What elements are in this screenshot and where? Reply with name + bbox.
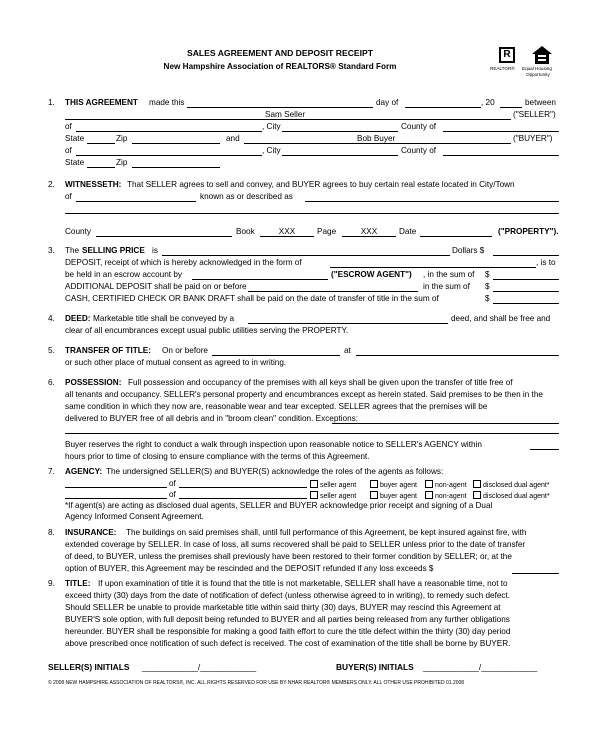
form-subtitle: New Hampshire Association of REALTORS® Standard Form	[163, 62, 397, 71]
property-description-field[interactable]	[305, 201, 559, 202]
s4-text1b: deed, and shall be free and	[451, 314, 551, 323]
seller-county-label: County of	[401, 122, 437, 131]
checkbox-label: seller agent	[320, 482, 357, 489]
form-title: SALES AGREEMENT AND DEPOSIT RECEIPT	[186, 48, 374, 58]
possession-exceptions-field[interactable]	[332, 423, 559, 424]
s3-title: SELLING PRICE	[82, 246, 145, 255]
s3-dollar-sign-1: $	[485, 270, 490, 279]
s7-number: 7.	[48, 467, 55, 476]
agent-1-name-field[interactable]	[65, 487, 167, 488]
s6-line3: same condition in which they now are, reasonable wear and tear excepted. SELLER agrees that the premises will be	[65, 402, 488, 411]
checkbox-label: disclosed dual agent*	[483, 493, 550, 500]
realtor-caption: REALTOR®	[490, 66, 515, 71]
additional-deposit-amount-field[interactable]	[493, 291, 559, 292]
s3-number: 3.	[48, 246, 55, 255]
s9-line5: hereunder. BUYER shall be responsible for making a good faith effort to cure the title defect within the thirty (30) day period	[65, 627, 511, 636]
checkbox-label: seller agent	[320, 493, 357, 500]
property-description-field-2[interactable]	[65, 213, 559, 214]
s4-text1: Marketable title shall be conveyed by a	[93, 314, 235, 323]
s8-line1: The buildings on said premises shall, until full performance of this Agreement, be kept insured against fire, with	[126, 528, 527, 537]
s6-line6: hours prior to time of closing to ensure compliance with the terms of this Agreement.	[65, 452, 370, 461]
agent-1-buyer-agent-checkbox[interactable]	[370, 480, 417, 489]
copyright-notice: © 2008 NEW HAMPSHIRE ASSOCIATION OF REALTORS®, INC. ALL RIGHTS RESERVED FOR USE BY NHAR REALTOR® MEMBERS ONLY. ALL OTHER USE PROHIBITED 01.2008	[48, 680, 465, 686]
walkthrough-hours-field[interactable]	[530, 449, 559, 450]
s2-date-label: Date	[399, 227, 417, 236]
s7-title: AGENCY:	[65, 467, 103, 476]
checkbox-label: disclosed dual agent*	[483, 482, 550, 489]
checkbox-icon	[370, 480, 378, 488]
s9-number: 9.	[48, 579, 55, 588]
buyer-state-field[interactable]	[87, 167, 115, 168]
seller-initials-label: SELLER(S) INITIALS	[48, 662, 130, 672]
agent-2-buyer-agent-checkbox[interactable]	[370, 491, 417, 500]
agent-2-name-field[interactable]	[65, 498, 167, 499]
agent-1-dual-agent-checkbox[interactable]	[473, 480, 550, 489]
s3-dollar-sign-2: $	[485, 282, 490, 291]
s8-line3: of deed, to BUYER, unless the premises shall previously have been restored to their former condition by SELLER; or, at the	[65, 552, 512, 561]
transfer-date-field[interactable]	[212, 355, 340, 356]
s6-number: 6.	[48, 378, 55, 387]
s3-dollars-label: Dollars $	[452, 246, 485, 255]
s2-known-label: known as or described as	[200, 192, 293, 201]
s9-title: TITLE:	[65, 579, 91, 588]
s2-text1: That SELLER agrees to sell and convey, and BUYER agrees to buy certain real estate located in City/Town	[127, 180, 515, 189]
s3-is: is	[152, 246, 158, 255]
deposit-form-field[interactable]	[330, 267, 536, 268]
eho-caption-2: Opportunity	[526, 72, 550, 77]
s9-line1: If upon examination of title it is found that the title is not marketable, SELLER shall have a reasonable time, not to	[98, 579, 508, 588]
agent-1-seller-agent-checkbox[interactable]	[310, 480, 356, 489]
s3-add-sum: in the sum of	[423, 282, 470, 291]
realtor-logo-letter: R	[501, 49, 513, 61]
recording-date-field[interactable]	[420, 236, 492, 237]
checkbox-label: non-agent	[435, 493, 467, 500]
buyer-county-field[interactable]	[443, 155, 559, 156]
s3-escrow-sum: , in the sum of	[423, 270, 475, 279]
agent-2-dual-agent-checkbox[interactable]	[473, 491, 550, 500]
agent-2-seller-agent-checkbox[interactable]	[310, 491, 356, 500]
agent-1-of: of	[169, 479, 176, 488]
s1-made-this: made this	[149, 98, 185, 107]
checkbox-icon	[370, 491, 378, 499]
selling-price-amount-field[interactable]	[493, 255, 559, 256]
s8-line2: extended coverage by SELLER. In case of loss, all sums recovered shall be paid to SELLER unless prior to the date of transfer	[65, 540, 526, 549]
checkbox-icon	[473, 491, 481, 499]
agent-2-non-agent-checkbox[interactable]	[425, 491, 467, 500]
additional-deposit-date-field[interactable]	[248, 291, 418, 292]
seller-state-field[interactable]	[87, 143, 115, 144]
deed-type-field[interactable]	[248, 323, 448, 324]
agreement-day-field[interactable]	[187, 107, 373, 108]
s8-number: 8.	[48, 528, 55, 537]
escrow-agent-tag: ("ESCROW AGENT")	[331, 270, 412, 279]
s3-dollar-sign-3: $	[485, 294, 490, 303]
insurance-loss-amount-field[interactable]	[512, 573, 559, 574]
seller-zip-field[interactable]	[132, 143, 220, 144]
selling-price-words-field[interactable]	[162, 255, 450, 256]
s9-line6: above prescribed once notification of such defect is received. The cost of examination of the title shall be borne by BUYER.	[65, 639, 511, 648]
s2-title: WITNESSETH:	[65, 180, 122, 189]
s9-line2: exceed thirty (30) days from the date of notification of defect (unless otherwise agreed to in writing), to remedy such defect.	[65, 591, 511, 600]
realtor-logo-icon	[499, 47, 515, 63]
buyer-county-label: County of	[401, 146, 437, 155]
book-value: XXX	[278, 227, 296, 236]
agent-1-firm-field[interactable]	[179, 487, 307, 488]
possession-exceptions-field-2[interactable]	[65, 433, 559, 434]
s9-line4: BUYER'S sole option, with full deposit being refunded to BUYER and all parties being released from any further obligations	[65, 615, 510, 624]
checkbox-label: buyer agent	[380, 482, 417, 489]
escrow-agent-field[interactable]	[192, 279, 328, 280]
s2-book-label: Book	[236, 227, 255, 236]
property-county-field[interactable]	[96, 236, 232, 237]
s3-the: The	[65, 246, 80, 255]
s1-title: THIS AGREEMENT	[65, 98, 138, 107]
seller-of-label: of	[65, 122, 72, 131]
buyer-name-field[interactable]	[244, 143, 511, 144]
buyer-initials-field[interactable]: ____________/____________	[423, 662, 538, 672]
seller-state-label: State	[65, 134, 85, 143]
s3-escrow-label: be held in an escrow account by	[65, 270, 182, 279]
property-town-field[interactable]	[76, 201, 196, 202]
s7-note2: Agency Informed Consent Agreement.	[65, 512, 204, 521]
seller-zip-label: Zip	[116, 134, 128, 143]
buyer-city-label: , City	[262, 146, 281, 155]
seller-name: Sam Seller	[265, 110, 306, 119]
eho-caption: Equal Housing	[522, 66, 552, 71]
s5-title: TRANSFER OF TITLE:	[65, 346, 151, 355]
s8-title: INSURANCE:	[65, 528, 117, 537]
checkbox-icon	[425, 491, 433, 499]
s7-note1: *If agent(s) are acting as disclosed dual agents, SELLER and BUYER acknowledge prior receipt and signing of a Dual	[65, 501, 493, 510]
seller-address-field[interactable]	[76, 131, 262, 132]
and-label: and	[226, 134, 240, 143]
s1-year-prefix: , 20	[481, 98, 495, 107]
buyer-city-field[interactable]	[282, 155, 398, 156]
page-value: XXX	[360, 227, 378, 236]
agent-2-of: of	[169, 490, 176, 499]
s6-line5: Buyer reserves the right to conduct a walk through inspection upon reasonable notice to SELLER's AGENCY within	[65, 440, 482, 449]
seller-tag: ("SELLER")	[513, 110, 556, 119]
page-field[interactable]	[342, 236, 396, 237]
seller-initials-field[interactable]: ____________/____________	[142, 662, 257, 672]
s6-line1: Full possession and occupancy of the premises with all keys shall be given upon the transfer of title free of	[128, 378, 513, 387]
s1-day-of: day of	[376, 98, 399, 107]
checkbox-icon	[473, 480, 481, 488]
buyer-zip-field[interactable]	[132, 167, 220, 168]
s7-intro: The undersigned SELLER(S) and BUYER(S) acknowledge the roles of the agents as follows:	[106, 467, 444, 476]
transfer-place-field[interactable]	[356, 355, 559, 356]
s1-between: between	[525, 98, 556, 107]
s5-text2: or such other place of mutual consent as agreed to in writing.	[65, 358, 287, 367]
seller-city-label: , City	[262, 122, 281, 131]
deposit-amount-field[interactable]	[493, 279, 559, 280]
seller-county-field[interactable]	[443, 131, 559, 132]
cash-amount-field[interactable]	[493, 303, 559, 304]
s2-number: 2.	[48, 180, 55, 189]
agent-2-firm-field[interactable]	[179, 498, 307, 499]
s3-is-to: , is to	[536, 258, 556, 267]
s1-number: 1.	[48, 98, 55, 107]
property-tag: ("PROPERTY").	[498, 227, 559, 236]
checkbox-label: buyer agent	[380, 493, 417, 500]
s5-at: at	[344, 346, 351, 355]
buyer-initials-label: BUYER(S) INITIALS	[336, 662, 414, 672]
s3-additional-label: ADDITIONAL DEPOSIT shall be paid on or before	[65, 282, 247, 291]
checkbox-icon	[425, 480, 433, 488]
s9-line3: Should SELLER be unable to provide marketable title within said thirty (30) days, BUYER may rescind this Agreement at	[65, 603, 501, 612]
s6-line4: delivered to BUYER free of all debris and in "broom clean" condition. Exceptions:	[65, 414, 358, 423]
s4-text2: clear of all encumbrances except usual public utilities serving the PROPERTY.	[65, 326, 349, 335]
buyer-of-label: of	[65, 146, 72, 155]
s3-cash-label: CASH, CERTIFIED CHECK OR BANK DRAFT shall be paid on the date of transfer of title in the sum of	[65, 294, 439, 303]
s6-title: POSSESSION:	[65, 378, 122, 387]
s8-line4: option of BUYER, this Agreement may be rescinded and the DEPOSIT refunded if any loss exceeds $	[65, 564, 434, 573]
buyer-state-label: State	[65, 158, 85, 167]
s5-text1: On or before	[162, 346, 208, 355]
book-field[interactable]	[260, 236, 314, 237]
seller-name-field[interactable]	[65, 119, 511, 120]
checkbox-label: non-agent	[435, 482, 467, 489]
agreement-month-field[interactable]	[405, 107, 481, 108]
checkbox-icon	[310, 480, 318, 488]
s4-number: 4.	[48, 314, 55, 323]
checkbox-icon	[310, 491, 318, 499]
agreement-year-field[interactable]	[500, 107, 522, 108]
s6-line2: all tenants and occupancy. SELLER's personal property and encumbrances except as herein stated. Said premises to be then in the	[65, 390, 543, 399]
equal-housing-icon	[531, 45, 553, 65]
seller-city-field[interactable]	[282, 131, 398, 132]
s4-title: DEED:	[65, 314, 91, 323]
buyer-zip-label: Zip	[116, 158, 128, 167]
agent-1-non-agent-checkbox[interactable]	[425, 480, 467, 489]
buyer-tag: ("BUYER")	[513, 134, 553, 143]
buyer-name: Bob Buyer	[357, 134, 396, 143]
buyer-address-field[interactable]	[76, 155, 262, 156]
s3-deposit-label: DEPOSIT, receipt of which is hereby acknowledged in the form of	[65, 258, 302, 267]
s2-county-label: County	[65, 227, 91, 236]
s5-number: 5.	[48, 346, 55, 355]
s2-page-label: Page	[317, 227, 337, 236]
s2-of-label: of	[65, 192, 72, 201]
